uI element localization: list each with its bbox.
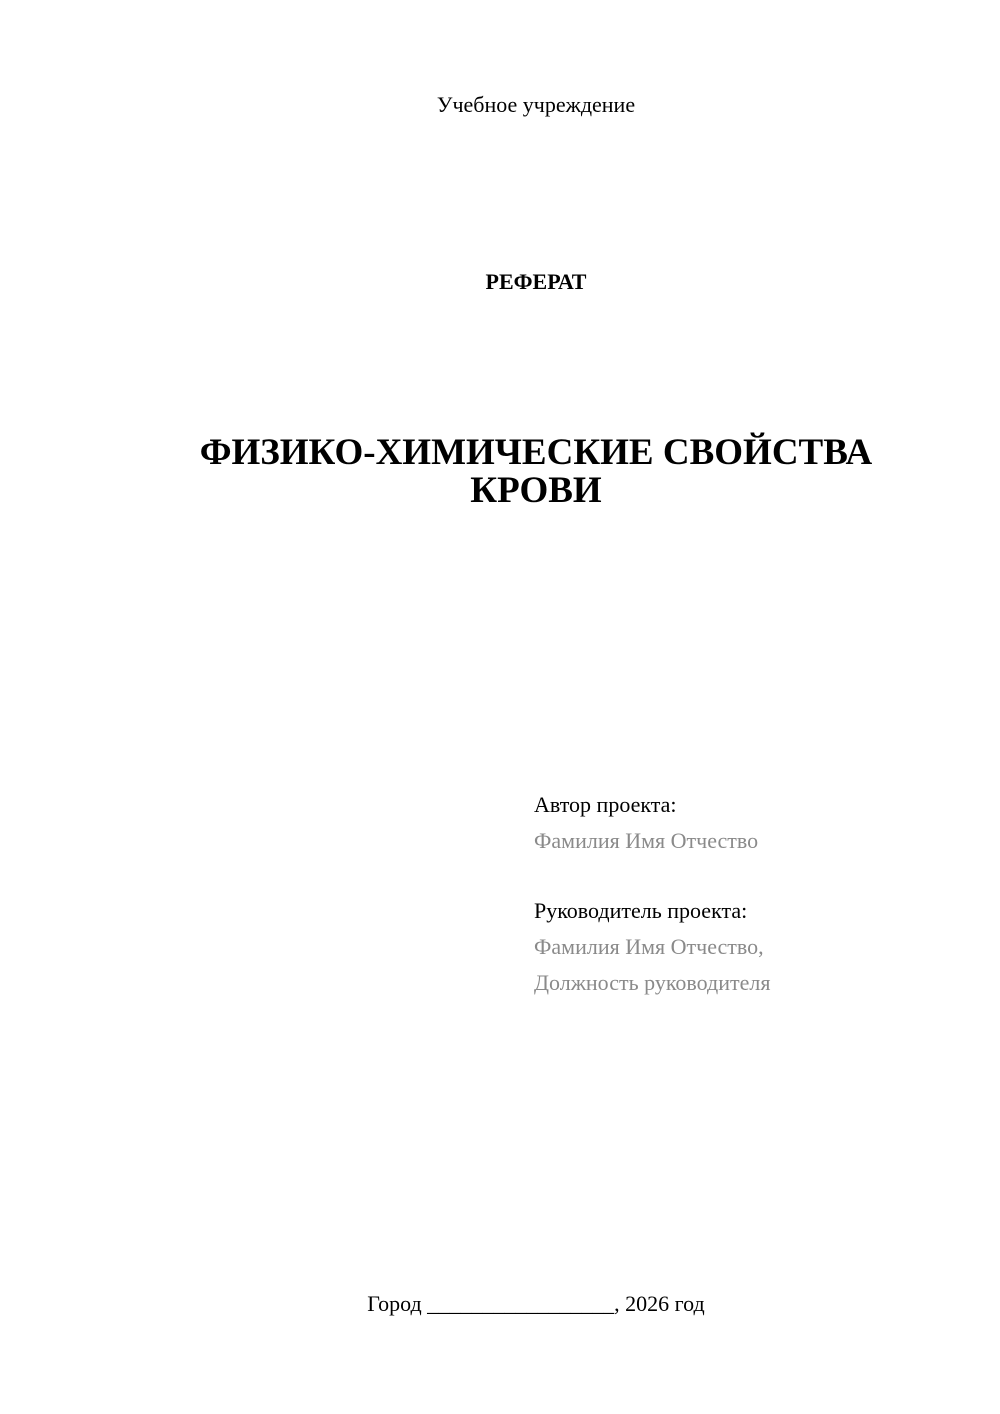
year-text: , 2026 год [614, 1291, 705, 1316]
city-label: Город [367, 1291, 422, 1316]
document-type: РЕФЕРАТ [485, 269, 587, 294]
supervisor-position: Должность руководителя [534, 970, 771, 995]
document-title: ФИЗИКО-ХИМИЧЕСКИЕ СВОЙСТВА КРОВИ [199, 432, 873, 511]
supervisor-name: Фамилия Имя Отчество, [534, 934, 764, 959]
project-info-block [534, 787, 974, 1001]
author-name: Фамилия Имя Отчество [534, 828, 759, 853]
author-label: Автор проекта: [534, 792, 677, 817]
city-blank: _________________ [427, 1291, 615, 1316]
info-spacer [534, 859, 974, 893]
institution-name: Учебное учреждение [436, 92, 636, 117]
supervisor-label: Руководитель проекта: [534, 898, 748, 923]
footer-city-year [0, 1289, 1000, 1319]
